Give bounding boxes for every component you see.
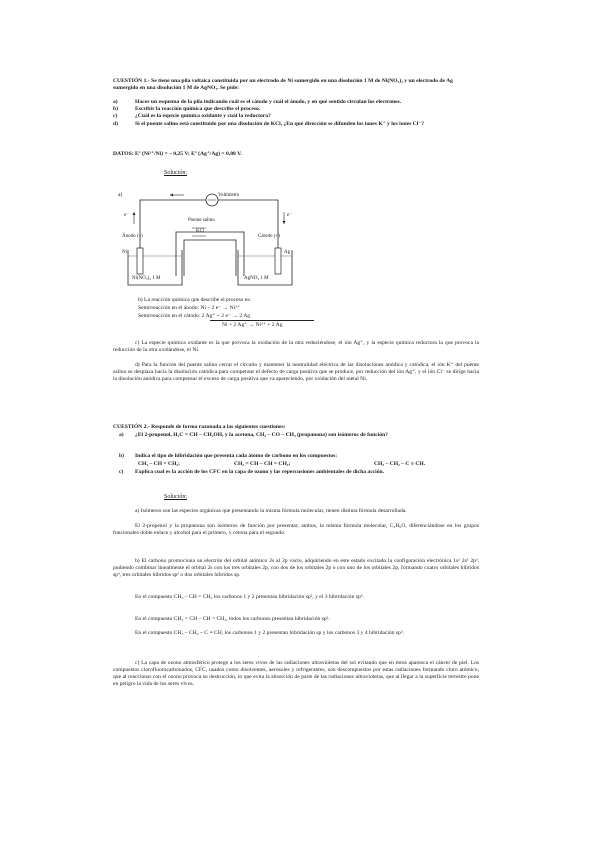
question-1-items bbox=[113, 99, 479, 128]
question-2-solution-title: Solución: bbox=[164, 494, 188, 500]
q2-b-answer-1: b) El carbono promociona un electrón del orbital atómico 2s al 2p vacío, adquiriendo en este estado excitado la configuración electrónica 1s² 2s¹ 2p³, pudiendo combinar linealmente el orbital 2s con los tres orbitales 2p, con dos de los orbitales 2p o con uno de los orbitales 2p, formando cuatro orbitales híbridos sp³, tres orbitales híbridos sp² o dos orbitales híbridos sp. bbox=[113, 558, 479, 578]
q2-b-answer-4: En el compuesto CH₃ – CH₂ – C ≡ CH, los carbonos 1 y 2 presentan hibridación sp y los carbonos 3 y 4 hibridación sp³. bbox=[135, 630, 404, 636]
salt-bridge-label: Puente salino bbox=[188, 218, 215, 223]
question-2-statement bbox=[113, 424, 479, 431]
electrode-ag-label: Ag bbox=[284, 250, 291, 255]
question-1-text: Se tiene una pila voltaica constituida por un electrodo de Ni sumergido en una disolución 1 M de Ni(NO₃)₂ y un electrodo de Ag sumergido en una disolución 1 M de AgNO₃. Se pide: bbox=[113, 78, 453, 91]
compound-3: CH₃ – CH₂ – C ≡ CH. bbox=[374, 461, 426, 467]
q2-b-answer-3: En el compuesto CH₂ = CH – CH = CH₂, todos los carbonos presentan hibridación sp². bbox=[135, 616, 330, 622]
question-2-text: Responde de forma razonada a las siguientes cuestiones: bbox=[151, 424, 286, 430]
voltmeter-label: Voltímetro bbox=[218, 193, 240, 198]
question-1-title: CUESTIÓN 1.- bbox=[113, 78, 150, 84]
electrode-ni-label: Ni bbox=[122, 250, 127, 255]
q1-b-total: Ni + 2 Ag⁺ → Ni²⁺ + 2 Ag bbox=[222, 322, 283, 328]
salt-bridge-salt: KCl bbox=[196, 229, 205, 234]
question-1-data: DATOS: Eº (Ni²⁺/Ni) = – 0,25 V; Eº (Ag⁺/Ag) = 0,80 V. bbox=[113, 151, 242, 157]
solution-left-label: Ni(NO₃)₂ 1 M bbox=[132, 276, 161, 281]
question-2-item-c: c) Explica cual es la acción de los CFC en la capa de ozono y las repercusiones ambientales de dicha acción. bbox=[119, 469, 385, 475]
question-1-solution-title: Solución: bbox=[164, 170, 188, 176]
electron-left-label: e⁻ bbox=[124, 213, 129, 218]
question-1-item-b: b) Escribir la reacción química que describe el proceso. bbox=[113, 106, 261, 113]
electron-right-label: e⁻ bbox=[287, 213, 292, 218]
question-2-item-a: a) ¿El 2-propenol, H₂C = CH – CH₂OH, y la acetona, CH₃ – CO – CH₃ (propanona) son isómeros de función? bbox=[119, 432, 388, 438]
q2-b-answer-2: En el compuesto CH₃ – CH = CH₂ los carbonos 1 y 2 presentan hibridación sp², y el 3 hibridación sp³. bbox=[135, 594, 364, 600]
compound-2: CH₂ = CH – CH = CH₂; bbox=[234, 461, 291, 467]
q1-d-answer: d) Para la función del puente salino cerrar el circuito y mantener la neutralidad eléctrica de las disoluciones anódica y catódica, el ión K⁺ del puente salino se desplaza hacia la disolución catódica para compensar el defecto de carga positiva que se produce, por reducción del ión Ag⁺, y el ión Cl⁻ se dirige hacia la disolución anódica para compensar el exceso de carga positiva que va apareciendo, por oxidación del metal Ni. bbox=[113, 362, 479, 382]
voltaic-cell-diagram bbox=[118, 190, 308, 290]
q1-b-intro: b) La reacción química que describe el proceso es: bbox=[138, 297, 252, 303]
question-1-item-d: d) Si el puente salino está constituido por una disolución de KCl, ¿En qué dirección se difunden los iones K⁺ y los iones Cl⁻? bbox=[113, 120, 425, 127]
q1-c-answer: c) La especie química oxidante es la que provoca la oxidación de la otra reduciéndose, el ión Ag⁺, y la especie química reductora la que provoca la reducción de la otra oxidándose, el Ni. bbox=[113, 340, 479, 353]
question-1-item-c: c) ¿Cuál es la especie química oxidante y cuál la reductora? bbox=[113, 113, 271, 120]
q1-b-reduction: Semirreacción en el cátodo: 2 Ag⁺ + 2 e⁻ → 2 Ag bbox=[138, 313, 251, 319]
voltaic-cell-svg bbox=[118, 190, 308, 290]
q2-c-answer: c) La capa de ozono atmosférico protege a los seres vivos de las radiaciones ultravioletas del sol evitando que en éstos aparezca el cáncer de piel. Los compuestos clorofluorocarbonados, CFC, usados como disolventes, aerosoles y refrigerantes, son descompuestos por estas radiaciones formando cloro atómico, que al reaccionar con el ozono provoca su destrucción, lo que evita la absorción de parte de las radiaciones ultravioletas, que al llegar a la superficie terrestre pone en peligro la vida de los seres vivos. bbox=[113, 660, 479, 687]
diagram-part-label: a) bbox=[118, 192, 123, 198]
solution-right-label: AgNO₃ 1 M bbox=[244, 276, 269, 281]
anode-label: Ánodo (–) bbox=[122, 234, 143, 239]
q1-b-divider bbox=[210, 320, 314, 321]
cathode-label: Cátodo (+) bbox=[258, 234, 280, 239]
question-1-item-a: a) Hacer un esquema de la pila indicando cuál es el cátodo y cuál el ánodo, y en qué sentido circulan los electrones. bbox=[113, 99, 402, 105]
q2-a-answer-2: El 2-propenol y la propanona son isómeros de función por presentar, ambos, la misma fórmula molecular, C₃H₆O, diferenciándose en los grupos funcionales doble enlace y alcohol para el primero, y cetona para el segundo. bbox=[113, 523, 479, 536]
question-2-item-b: b) Indica el tipo de hibridación que presenta cada átomo de carbono en los compuestos: bbox=[119, 453, 338, 459]
q1-b-oxidation: Semirreacción en el ánodo: Ni – 2 e⁻ → Ni²⁺ bbox=[138, 305, 240, 311]
question-1-statement bbox=[113, 78, 479, 92]
compound-1: CH₃ – CH = CH₂; bbox=[138, 461, 180, 467]
q2-a-answer-1: a) Isómeros son las especies orgánicas que presentando la misma fórmula molecular, tienen distinta fórmula desarrollada. bbox=[135, 508, 407, 514]
question-2-title: CUESTIÓN 2.- bbox=[113, 424, 150, 430]
